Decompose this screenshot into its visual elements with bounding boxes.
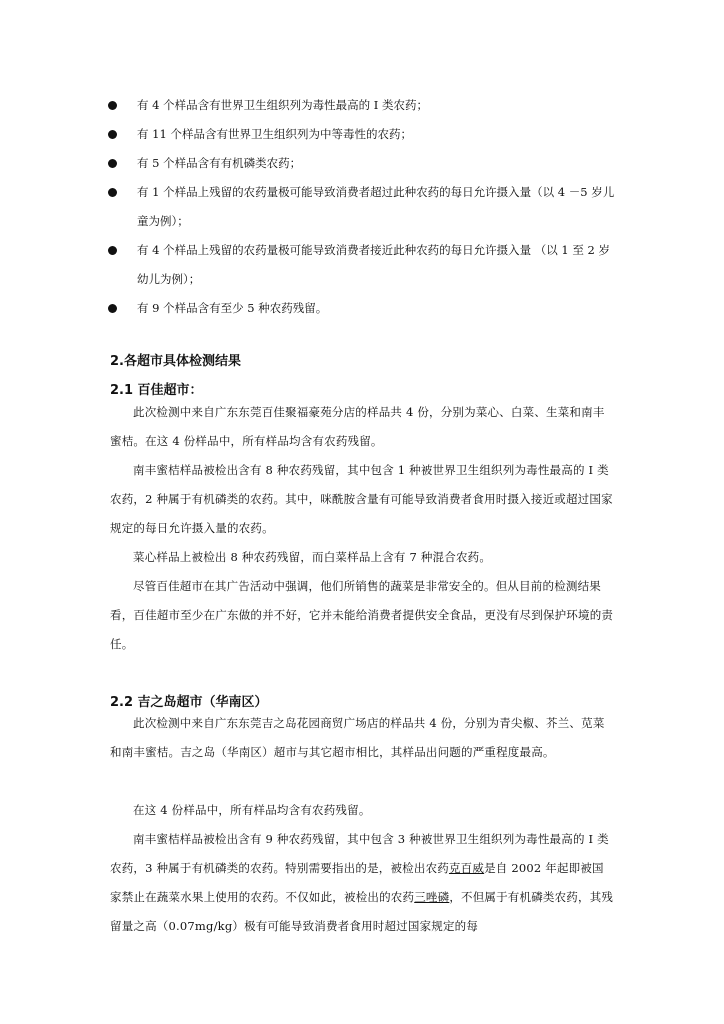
bullet-item: 有 9 个样品含有至少 5 种农药残留。	[0, 294, 724, 323]
bullet-dot-icon	[108, 304, 117, 313]
paragraph: 此次检测中来自广东东莞百佳聚福豪苑分店的样品共 4 份，分别为菜心、白菜、生菜和南丰蜜桔。在这 4 份样品中，所有样品均含有农药残留。	[110, 405, 605, 448]
paragraph: 菜心样品上被检出 8 种农药残留，而白菜样品上含有 7 种混合农药。	[133, 550, 492, 564]
bullet-dot-icon	[108, 246, 117, 255]
bullet-item: 有 1 个样品上残留的农药量极可能导致消费者超过此种农药的每日允许摄入量（以 4 －5 岁儿童为例）；	[0, 178, 724, 236]
bullet-item: 有 4 个样品含有世界卫生组织列为毒性最高的 I 类农药；	[0, 91, 724, 120]
paragraph: 南丰蜜桔样品被检出含有 9 种农药残留，其中包含 3 种被世界卫生组织列为毒性最高的 I 类农药，3 种属于有机磷类的农药。特别需要指出的是，被检出农药克百威是自 2002 年起即被国家禁止在蔬菜水果上使用的农药。不仅如此，被检出的农药三唑磷，不但属于有机磷类农药，其残留量之高（0.07mg/kg）极有可能导致消费者食用时超过国家规定的每	[110, 832, 614, 933]
bullet-dot-icon	[108, 159, 117, 168]
pesticide-term: 三唑磷	[414, 890, 450, 904]
pesticide-term: 克百威	[448, 861, 485, 875]
subsection-heading: 2.1 百佳超市：	[110, 383, 203, 398]
bullet-dot-icon	[108, 130, 117, 139]
subsection-heading: 2.2 吉之岛超市（华南区）	[110, 695, 268, 710]
paragraph: 南丰蜜桔样品被检出含有 8 种农药残留，其中包含 1 种被世界卫生组织列为毒性最高的 I 类农药，2 种属于有机磷类的农药。其中，咪酰胺含量有可能导致消费者食用时摄入接近或超过国家规定的每日允许摄入量的农药。	[110, 463, 613, 535]
bullet-item: 有 11 个样品含有世界卫生组织列为中等毒性的农药；	[0, 120, 724, 149]
findings-bullet-list	[0, 91, 724, 323]
bullet-dot-icon	[108, 101, 117, 110]
bullet-item: 有 5 个样品含有有机磷类农药；	[0, 149, 724, 178]
paragraph: 在这 4 份样品中，所有样品均含有农药残留。	[133, 803, 371, 817]
bullet-dot-icon	[108, 188, 117, 197]
paragraph: 此次检测中来自广东东莞吉之岛花园商贸广场店的样品共 4 份，分别为青尖椒、芥兰、苋菜和南丰蜜桔。吉之岛（华南区）超市与其它超市相比，其样品出问题的严重程度最高。	[110, 716, 605, 759]
bullet-item: 有 4 个样品上残留的农药量极可能导致消费者接近此种农药的每日允许摄入量 （以 1 至 2 岁幼儿为例）；	[0, 236, 724, 294]
paragraph: 尽管百佳超市在其广告活动中强调，他们所销售的蔬菜是非常安全的。但从目前的检测结果看，百佳超市至少在广东做的并不好，它并未能给消费者提供安全食品，更没有尽到保护环境的责任。	[110, 579, 614, 651]
section-heading: 2.各超市具体检测结果	[110, 354, 241, 369]
